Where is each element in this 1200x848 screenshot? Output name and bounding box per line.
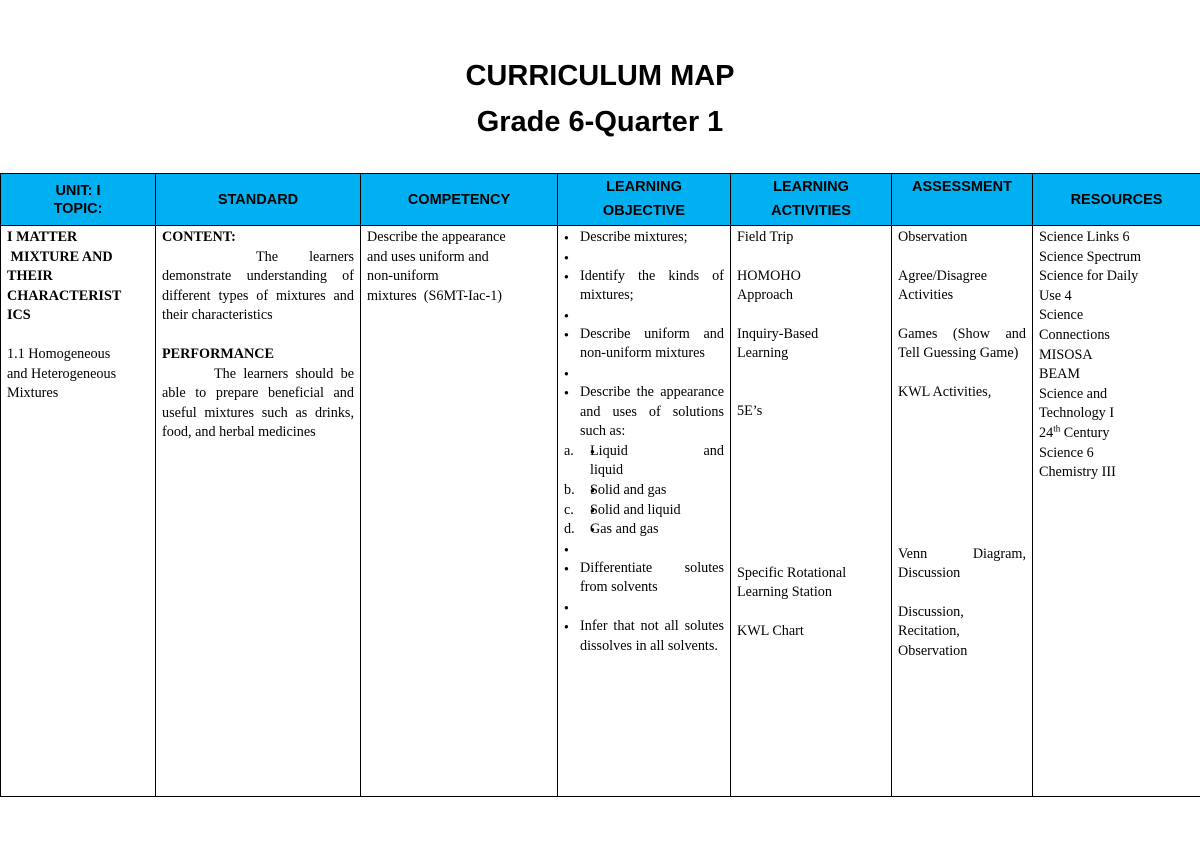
assessment-item: Observation	[898, 229, 968, 245]
unit-topic-cell	[1, 226, 156, 797]
activity-item: Inquiry-Based	[737, 325, 819, 342]
objective-item-text: ● Describe the appearance and uses of solutions such as:	[580, 383, 724, 440]
ordinal-suffix: th	[1053, 423, 1061, 434]
content-standard-text: The learners demonstrate understanding of different types of mixtures and their characteristics	[162, 248, 354, 324]
solution-type-item	[564, 442, 724, 481]
learning-activities-cell	[731, 226, 892, 797]
unit-title-line: CHARACTERIST	[7, 287, 122, 304]
objective-item: ● Describe mixtures;	[564, 228, 724, 248]
solution-type-item	[564, 520, 724, 540]
unit-title-line: I MATTER	[7, 229, 78, 245]
competency-line: Describe the appearance	[367, 229, 506, 245]
objective-item: ● Infer that not all solutes dissolves in all solvents.	[564, 617, 724, 656]
resource-item: Science Links 6	[1039, 229, 1130, 245]
header-topic-label: TOPIC:	[53, 200, 103, 217]
assessment-item: KWL Activities,	[898, 383, 992, 400]
assessment-item: Games (Show and Tell Guessing Game)	[898, 325, 1026, 362]
assessment-item: Recitation,	[898, 623, 960, 640]
competency-line: and uses uniform and	[367, 248, 489, 265]
header-activities-line1: LEARNING	[773, 179, 849, 195]
resource-item: Science for Daily	[1039, 268, 1139, 285]
page-subtitle: Grade 6-Quarter 1	[476, 106, 724, 138]
resource-item: Chemistry III	[1039, 464, 1116, 481]
objective-item	[564, 383, 724, 540]
table-row	[1, 226, 1200, 797]
unit-title-line: MIXTURE AND	[7, 248, 113, 265]
learning-objective-cell	[558, 226, 731, 797]
resource-number: 24	[1039, 424, 1054, 441]
performance-standard-label: PERFORMANCE	[162, 345, 274, 362]
page-title: CURRICULUM MAP	[465, 60, 735, 92]
standard-cell	[156, 226, 361, 797]
solution-type-text: Gas and gas	[590, 521, 659, 538]
list-marker: ● d.	[564, 521, 575, 538]
assessment-item: Observation	[898, 642, 968, 659]
activity-item: Field Trip	[737, 229, 794, 245]
resource-item: Science 6	[1039, 444, 1094, 461]
header-activities-line2: ACTIVITIES	[771, 203, 851, 219]
subtopic-line: 1.1 Homogeneous	[7, 345, 111, 362]
resource-item: MISOSA	[1039, 346, 1093, 363]
assessment-cell	[892, 226, 1033, 797]
header-objective-line1: LEARNING	[606, 179, 682, 195]
subtopic-line: Mixtures	[7, 385, 59, 402]
resource-item: Science Spectrum	[1039, 248, 1142, 265]
unit-title-line: ICS	[7, 307, 31, 324]
objective-item: ● Identify the kinds of mixtures;	[564, 267, 724, 306]
list-marker: ● a.	[564, 442, 574, 459]
activity-item: KWL Chart	[737, 622, 804, 639]
competency-cell	[361, 226, 558, 797]
header-competency: COMPETENCY	[361, 174, 558, 226]
resource-item: BEAM	[1039, 366, 1080, 383]
curriculum-table	[0, 173, 1200, 797]
solution-type-text: Solid and liquid	[590, 501, 681, 518]
resource-item: Use 4	[1039, 287, 1072, 304]
resource-item: Science and	[1039, 385, 1108, 402]
assessment-item: Activities	[898, 287, 954, 304]
unit-title-line: THEIR	[7, 268, 53, 285]
objective-item: ● Describe uniform and non-uniform mixtures	[564, 325, 724, 364]
header-learning-objective	[558, 174, 731, 226]
competency-line: non-uniform	[367, 268, 439, 285]
resource-item: Connections	[1039, 326, 1110, 343]
solution-type-text: Liquid and liquid	[590, 442, 724, 479]
solution-type-item	[564, 501, 724, 521]
solution-types-list	[564, 442, 724, 540]
activity-item: Approach	[737, 287, 793, 304]
solution-type-text: Solid and gas	[590, 481, 667, 498]
list-marker: ● b.	[564, 481, 575, 498]
performance-standard-text: The learners should be able to prepare beneficial and useful mixtures such as drinks, food, and herbal medicines	[162, 365, 354, 441]
resource-text: Century	[1060, 424, 1110, 441]
objective-list	[564, 228, 724, 656]
competency-line: mixtures (S6MT-Iac-1)	[367, 287, 503, 304]
activity-item: Learning	[737, 345, 789, 362]
resources-cell	[1033, 226, 1200, 797]
header-learning-activities	[731, 174, 892, 226]
header-row	[1, 174, 1200, 226]
content-standard-label: CONTENT:	[162, 229, 236, 245]
objective-item: ● Differentiate solutes from solvents	[564, 559, 724, 598]
resource-item: Technology I	[1039, 405, 1115, 422]
header-unit-topic	[1, 174, 156, 226]
assessment-item: Discussion,	[898, 603, 964, 620]
header-standard: STANDARD	[156, 174, 361, 226]
activity-item: Learning Station	[737, 584, 832, 601]
resource-item: Science	[1039, 307, 1084, 324]
activity-item: HOMOHO	[737, 267, 801, 284]
activity-item: 5E’s	[737, 402, 763, 419]
activity-item: Specific Rotational	[737, 564, 847, 581]
header-objective-line2: OBJECTIVE	[602, 203, 686, 219]
assessment-item: Venn Diagram, Discussion	[898, 545, 1026, 582]
subtopic-line: and Heterogeneous	[7, 365, 117, 382]
resource-item	[1039, 424, 1194, 444]
list-marker: ● c.	[564, 501, 574, 518]
header-resources: RESOURCES	[1033, 174, 1200, 226]
solution-type-item	[564, 481, 724, 501]
assessment-item: Agree/Disagree	[898, 267, 988, 284]
header-assessment: ASSESSMENT	[892, 174, 1033, 226]
header-unit-label: UNIT: I	[55, 182, 101, 199]
